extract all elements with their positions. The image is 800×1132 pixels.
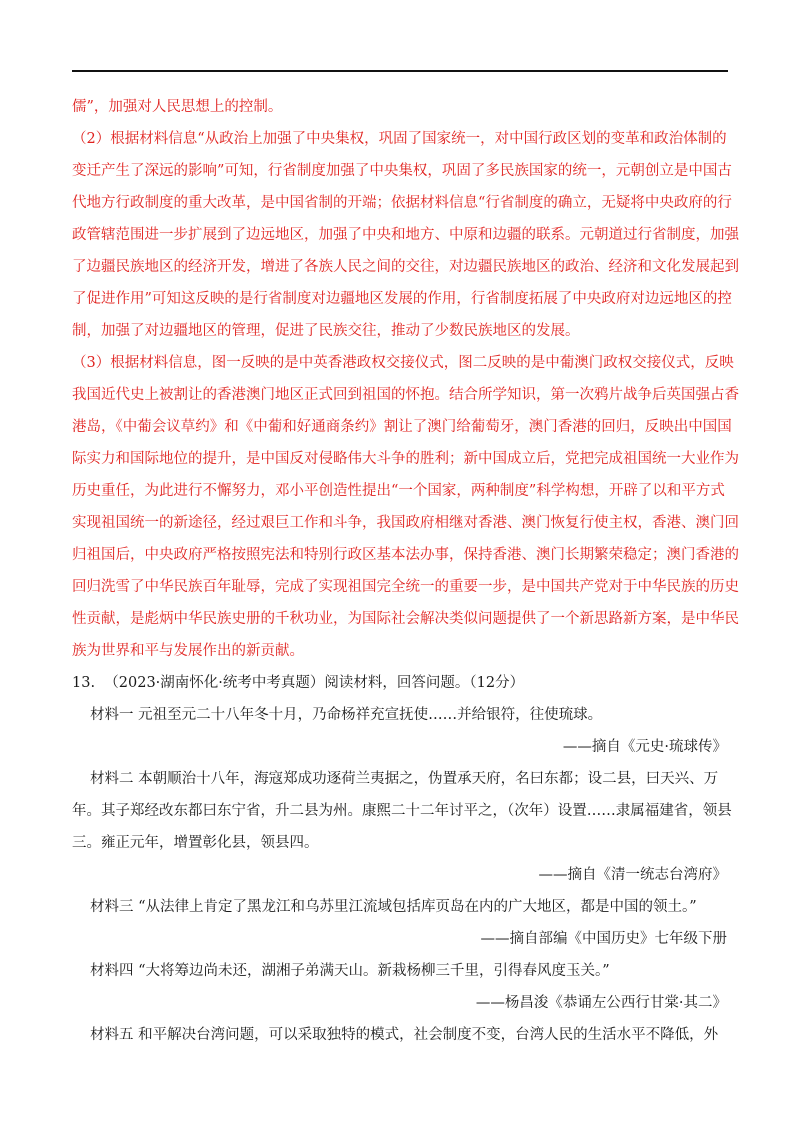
material-2-line: 三。雍正元年，增置彰化县，领县四。 <box>72 835 319 851</box>
answer-line: 政管辖范围进一步扩展到了边远地区，加强了中央和地方、中原和边疆的联系。元朝道过行省制度，加强 <box>72 227 739 243</box>
answer-line: 族为世界和平与发展作出的新贡献。 <box>72 643 304 659</box>
material-3-text: 材料三 “从法律上肯定了黑龙江和乌苏里江流域包括库页岛在内的广大地区，都是中国的领土。” <box>90 899 697 915</box>
material-3-source: ——摘自部编《中国历史》七年级下册 <box>480 931 727 947</box>
answer-line: 际实力和国际地位的提升，是中国反对侵略伟大斗争的胜利；新中国成立后，党把完成祖国统一大业作为 <box>72 451 739 467</box>
material-2-line: 年。其子郑经改东都曰东宁省，升二县为州。康熙二十二年讨平之，（次年）设置……隶属福建省，领县 <box>72 803 732 819</box>
question-header <box>72 673 524 693</box>
answer-line: 港岛，《中葡会议草约》和《中葡和好通商条约》割让了澳门给葡萄牙，澳门香港的回归，反映出中国国 <box>72 419 732 435</box>
answer-line: 历史重任，为此进行不懈努力，邓小平创造性提出“一个国家，两种制度”科学构想，开辟了以和平方式 <box>72 483 725 499</box>
answer-line: 性贡献，是彪炳中华民族史册的千秋功业，为国际社会解决类似问题提供了一个新思路新方案，是中华民 <box>72 611 739 627</box>
question-stem: （2023·湖南怀化·统考中考真题）阅读材料，回答问题。（12分） <box>104 675 525 691</box>
material-1-text: 材料一 元祖至元二十八年冬十月，乃命杨祥充宣抚使……并给银符，往使琉球。 <box>90 707 603 723</box>
answer-line: 变迁产生了深远的影响”可知，行省制度加强了中央集权，巩固了多民族国家的统一，元朝创立是中国古 <box>72 163 732 179</box>
answer-line: 归祖国后，中央政府严格按照宪法和特别行政区基本法办事，保持香港、澳门长期繁荣稳定；澳门香港的 <box>72 547 739 563</box>
material-5-text: 材料五 和平解决台湾问题，可以采取独特的模式，社会制度不变，台湾人民的生活水平不降低，外 <box>90 1027 719 1043</box>
material-4-source: ——杨昌浚《恭诵左公西行甘棠·其二》 <box>475 995 727 1011</box>
answer-line: 实现祖国统一的新途径，经过艰巨工作和斗争，我国政府相继对香港、澳门恢复行使主权，香港、澳门回 <box>72 515 739 531</box>
material-2-source: ——摘自《清一统志台湾府》 <box>538 867 727 883</box>
material-4-text: 材料四 “大将筹边尚未还，湖湘子弟满天山。新栽杨柳三千里，引得春风度玉关。” <box>90 963 610 979</box>
answer-line: 了边疆民族地区的经济开发，增进了各族人民之间的交往，对边疆民族地区的政治、经济和文化发展起到 <box>72 259 739 275</box>
answer-line: （2）根据材料信息“从政治上加强了中央集权，巩固了国家统一，对中国行政区划的变革和政治体制的 <box>72 131 727 147</box>
answer-line: 了促进作用”可知这反映的是行省制度对边疆地区发展的作用，行省制度拓展了中央政府对边远地区的控 <box>72 291 732 307</box>
answer-line: 我国近代史上被割让的香港澳门地区正式回到祖国的怀抱。结合所学知识，第一次鸦片战争后英国强占香 <box>72 387 739 403</box>
answer-line: 儒”，加强对人民思想上的控制。 <box>72 99 283 115</box>
answer-line: 制，加强了对边疆地区的管理，促进了民族交往，推动了少数民族地区的发展。 <box>72 323 580 339</box>
answer-line: 代地方行政制度的重大改革，是中国省制的开端；依据材料信息“行省制度的确立，无疑将中央政府的行 <box>72 195 732 211</box>
material-1-source: ——摘自《元史·琉球传》 <box>562 739 727 755</box>
material-2-line: 材料二 本朝顺治十八年，海寇郑成功逐荷兰夷据之，伪置承天府，名曰东都；设二县，曰天兴、万 <box>90 771 719 787</box>
header-rule <box>72 70 728 72</box>
question-number: 13. <box>72 675 96 691</box>
answer-line: 回归洗雪了中华民族百年耻辱，完成了实现祖国完全统一的重要一步，是中国共产党对于中华民族的历史 <box>72 579 739 595</box>
answer-line: （3）根据材料信息，图一反映的是中英香港政权交接仪式，图二反映的是中葡澳门政权交接仪式，反映 <box>72 355 734 371</box>
